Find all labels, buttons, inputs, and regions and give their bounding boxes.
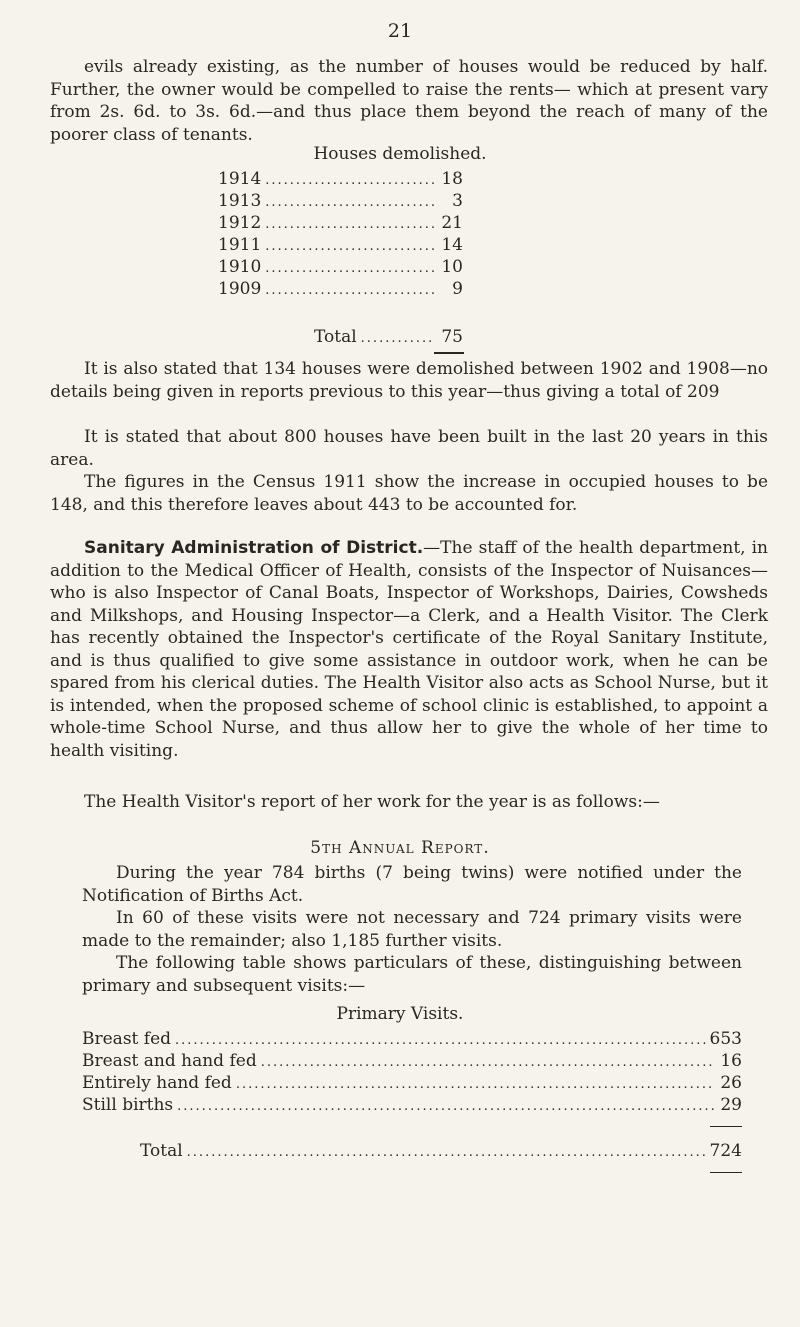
table-row: 1909 ..... 9	[218, 278, 463, 302]
sanitary-body: —The staff of the health department, in addition to the Medical Officer of Health, consists of the Inspector of Nuisances—who is also Inspector of Canal Boats, Inspector of Workshops, Dairies, Cowsheds and Milkshops, and Housing Inspector—a Clerk, and a Health Visitor. The Clerk has recently obtained the Inspector's certificate of the Royal Sanitary Institute, and is thus qualified to give some assistance in outdoor work, when he can be spared from his clerical duties. The Health Visitor also acts as School Nurse, but it is intended, when the proposed scheme of school clinic is established, to appoint a whole-time School Nurse, and thus allow her to give the whole of her time to health visiting.	[50, 538, 768, 761]
report-table-intro: The following table shows particulars of these, distinguishing between primary and subsequent visits:—	[82, 953, 742, 996]
health-visitor-intro: The Health Visitor's report of her work for the year is as follows:—	[84, 792, 660, 812]
total-rule-top	[710, 1126, 742, 1127]
total-row: Total ..... 75	[314, 326, 463, 350]
table-row: 1914 ..... 18	[218, 168, 463, 192]
table-row: 1913 ..... 3	[218, 190, 463, 214]
table-row: Breast fed ..... 653	[82, 1028, 742, 1052]
total-rule-bottom	[710, 1172, 742, 1173]
table-row: 1910 ..... 10	[218, 256, 463, 280]
census-paragraph: The figures in the Census 1911 show the increase in occupied houses to be 148, and this therefore leaves about 443 to be accounted for.	[50, 472, 768, 515]
primary-visits-title: Primary Visits.	[336, 1004, 464, 1024]
table-row: 1912 ..... 21	[218, 212, 463, 236]
report-visits-paragraph: In 60 of these visits were not necessary and 724 primary visits were made to the remainder; also 1,185 further visits.	[82, 908, 742, 951]
intro-paragraph: evils already existing, as the number of houses would be reduced by half. Further, the owner would be compelled to raise the rents— which at present vary from 2s. 6d. to 3s. 6d.—and thus place them beyond the reach of many of the poorer class of tenants.	[50, 57, 768, 145]
table-row: 1911 ..... 14	[218, 234, 463, 258]
table-row: Still births ..... 29	[82, 1094, 742, 1118]
report-births-paragraph: During the year 784 births (7 being twins) were notified under the Notification of Births Act.	[82, 863, 742, 906]
report-heading: 5th Annual Report.	[310, 838, 490, 858]
demolished-title: Houses demolished.	[313, 144, 487, 164]
page-number: 21	[387, 20, 413, 42]
demolished-note: It is also stated that 134 houses were demolished between 1902 and 1908—no details being given in reports previous to this year—thus giving a total of 209	[50, 359, 768, 402]
sanitary-paragraph	[50, 537, 768, 762]
total-row: Total ..... 724	[140, 1140, 742, 1164]
section-heading: Sanitary Administration of District.	[84, 538, 424, 558]
total-underline	[434, 352, 464, 354]
table-row: Breast and hand fed ..... 16	[82, 1050, 742, 1074]
table-row: Entirely hand fed ..... 26	[82, 1072, 742, 1096]
houses-built-paragraph: It is stated that about 800 houses have been built in the last 20 years in this area.	[50, 427, 768, 470]
